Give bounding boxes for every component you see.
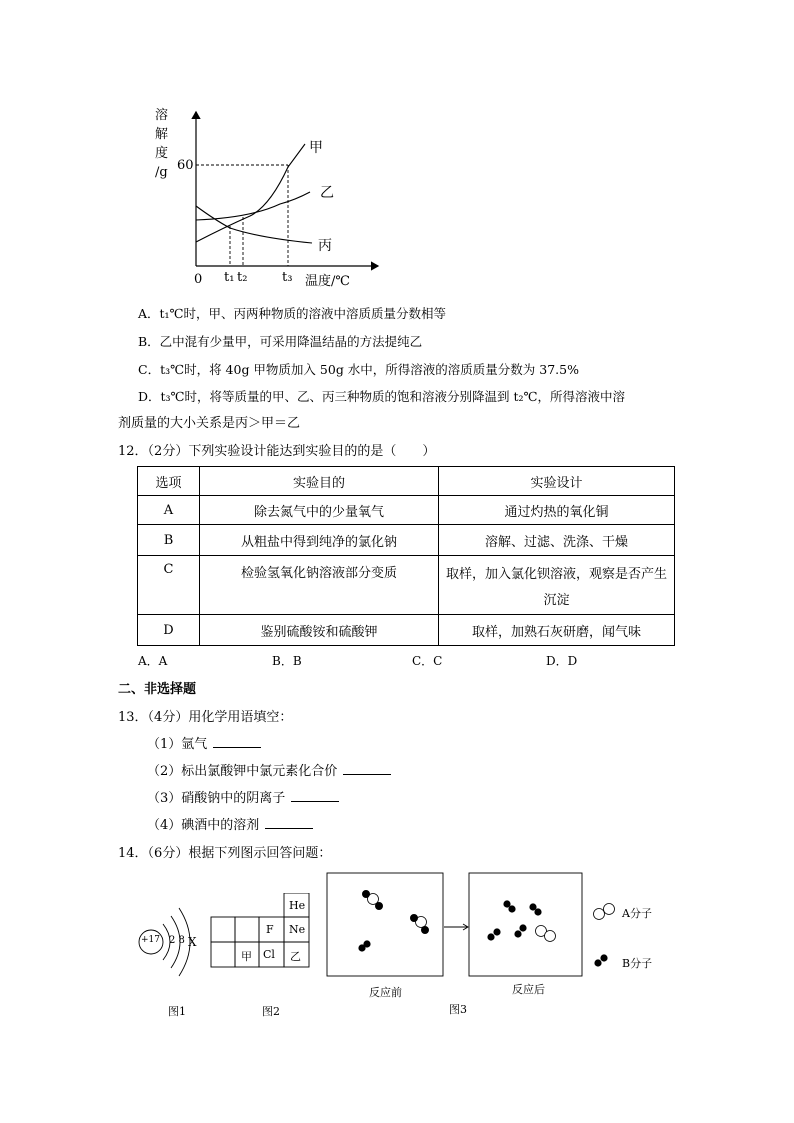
header-goal: 实验目的	[200, 467, 439, 496]
table-row: D 鉴别硫酸铵和硫酸钾 取样，加熟石灰研磨，闻气味	[138, 615, 675, 646]
table-row: A 除去氮气中的少量氧气 通过灼热的氧化铜	[138, 496, 675, 525]
figure-1-caption: 图1	[168, 1005, 186, 1018]
figure-2-caption: 图2	[262, 1005, 280, 1018]
answer-blank[interactable]	[213, 735, 261, 748]
q13-item-2: （2）标出氯酸钾中氯元素化合价	[147, 760, 391, 779]
q13-item-1: （1）氩气	[147, 733, 261, 752]
after-label: 反应后	[512, 983, 545, 996]
origin-label: 0	[194, 272, 203, 287]
cell-jia: 甲	[241, 950, 252, 963]
element-symbol-x: X	[188, 935, 197, 949]
q13-stem: 13．（4分）用化学用语填空：	[118, 710, 293, 725]
x-axis-label: 温度/℃	[305, 274, 350, 289]
q11-option-d-cont: 剂质量的大小关系是丙＞甲＝乙	[118, 416, 301, 431]
q13-item-3: （3）硝酸钠中的阴离子	[147, 787, 339, 806]
q14-stem: 14．（6分）根据下列图示回答问题：	[118, 846, 332, 861]
cell-he: He	[289, 899, 306, 912]
q13-item-4: （4）碘酒中的溶剂	[147, 814, 313, 833]
header-design: 实验设计	[439, 467, 675, 496]
electron-counts: 2 8	[169, 935, 185, 946]
curve-label-jia: 甲	[309, 140, 323, 156]
q11-option-b: B．乙中混有少量甲，可采用降温结晶的方法提纯乙	[138, 334, 423, 349]
table-row: C 检验氢氧化钠溶液部分变质 取样，加入氯化钡溶液，观察是否产生沉淀	[138, 556, 675, 615]
answer-blank[interactable]	[265, 816, 313, 829]
q11-option-c: C．t₃℃时，将 40g 甲物质加入 50g 水中，所得溶液的溶质质量分数为 37.5%	[138, 362, 579, 377]
answer-c[interactable]: C．C	[412, 654, 443, 668]
molecule-a-b	[362, 890, 382, 909]
solubility-curves	[170, 100, 390, 290]
q11-option-d: D．t₃℃时，将等质量的甲、乙、丙三种物质的饱和溶液分别降温到 t₂℃，所得溶液中溶	[138, 389, 626, 404]
answer-b[interactable]: B．B	[272, 654, 302, 668]
nucleus-charge: +17	[141, 935, 160, 945]
curve-label-yi: 乙	[320, 185, 334, 201]
q12-table	[137, 466, 675, 646]
q12-stem: 12．（2分）下列实验设计能达到实验目的的是（ ）	[118, 444, 436, 459]
answer-a[interactable]: A．A	[138, 654, 168, 668]
y-axis-label: 溶 解 度 /g	[155, 108, 169, 180]
header-option: 选项	[138, 467, 200, 496]
legend-a-molecule: A分子	[622, 907, 652, 920]
curve-label-bing: 丙	[318, 238, 332, 254]
cell-ne: Ne	[289, 923, 306, 936]
x-tick-t1: t₁	[224, 270, 235, 285]
legend-b-molecule: B分子	[622, 957, 653, 970]
section-title: 二、非选择题	[118, 682, 197, 697]
curve-yi	[196, 192, 310, 220]
x-tick-t3: t₃	[282, 270, 293, 285]
y-tick-60: 60	[177, 158, 194, 173]
q11-option-a: A．t₁℃时，甲、丙两种物质的溶液中溶质质量分数相等	[138, 306, 447, 321]
table-row: B 从粗盐中得到纯净的氯化钠 溶解、过滤、洗涤、干燥	[138, 525, 675, 556]
curve-bing	[196, 206, 312, 243]
curve-jia	[196, 144, 305, 242]
answer-blank[interactable]	[291, 789, 339, 802]
cell-yi: 乙	[290, 950, 301, 963]
answer-blank[interactable]	[343, 762, 391, 775]
before-label: 反应前	[369, 986, 402, 999]
cell-cl: Cl	[263, 948, 275, 961]
x-tick-t2: t₂	[237, 270, 248, 285]
answer-d[interactable]: D．D	[546, 654, 578, 668]
figure-3-caption: 图3	[449, 1003, 467, 1016]
cell-f: F	[266, 923, 274, 936]
